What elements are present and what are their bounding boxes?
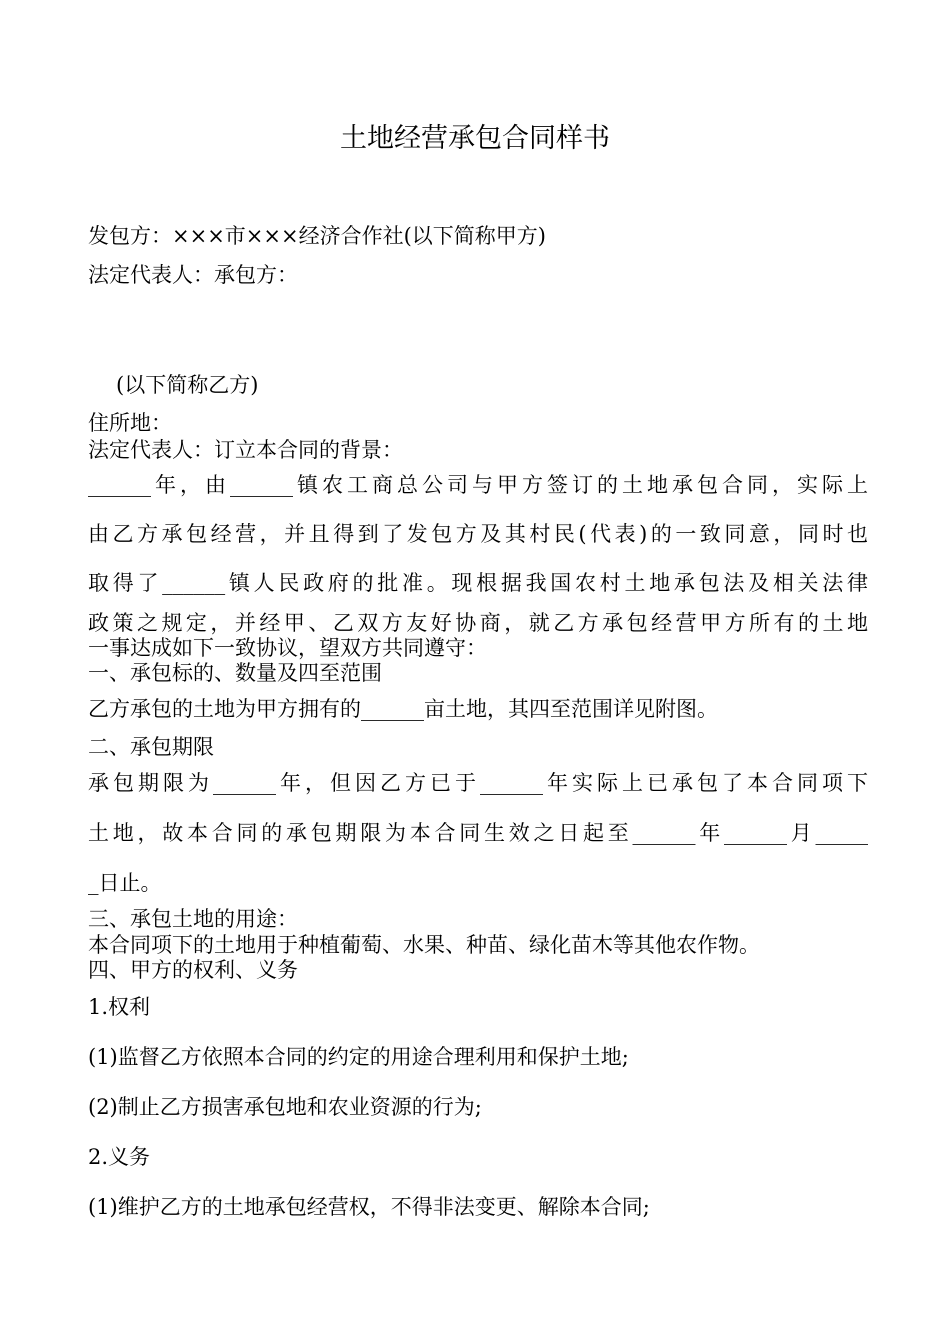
section-2-line-3: _日止。 [88, 871, 162, 895]
section-heading-4: 四、甲方的权利、义务 [88, 958, 298, 982]
section-heading-3: 三、承包土地的用途： [88, 907, 298, 931]
section-1-text: 乙方承包的土地为甲方拥有的______亩土地，其四至范围详见附图。 [88, 697, 718, 721]
paragraph-line-5: 一事达成如下一致协议，望双方共同遵守： [88, 636, 487, 660]
paragraph-line-1: ______年，由______镇农工商总公司与甲方签订的土地承包合同，实际上 [88, 473, 868, 497]
subheading-duties: 2.义务 [88, 1145, 151, 1169]
line-fabaofang: 发包方：×××市×××经济合作社(以下简称甲方) [88, 224, 546, 248]
line-yifang-jiancheng: (以下简称乙方) [116, 373, 259, 397]
rights-item-1: (1)监督乙方依照本合同的约定的用途合理利用和保护土地; [88, 1045, 629, 1069]
paragraph-line-4: 政策之规定，并经甲、乙双方友好协商，就乙方承包经营甲方所有的土地 [88, 611, 868, 635]
line-zhusuodi: 住所地： [88, 411, 172, 435]
duties-item-1: (1)维护乙方的土地承包经营权，不得非法变更、解除本合同; [88, 1195, 650, 1219]
section-heading-1: 一、承包标的、数量及四至范围 [88, 661, 382, 685]
line-fading-daibiaoren: 法定代表人：承包方： [88, 263, 298, 287]
paragraph-line-3: 取得了______镇人民政府的批准。现根据我国农村土地承包法及相关法律 [88, 571, 868, 595]
section-2-line-2: 土地，故本合同的承包期限为本合同生效之日起至______年______月_____ [88, 821, 868, 845]
line-beijing: 法定代表人：订立本合同的背景： [88, 438, 403, 462]
document-title: 土地经营承包合同样书 [340, 123, 610, 154]
section-2-line-1: 承包期限为______年，但因乙方已于______年实际上已承包了本合同项下 [88, 771, 868, 795]
subheading-rights: 1.权利 [88, 995, 151, 1019]
section-heading-2: 二、承包期限 [88, 735, 214, 759]
section-3-text: 本合同项下的土地用于种植葡萄、水果、种苗、绿化苗木等其他农作物。 [88, 933, 760, 957]
paragraph-line-2: 由乙方承包经营，并且得到了发包方及其村民(代表)的一致同意，同时也 [88, 522, 868, 546]
rights-item-2: (2)制止乙方损害承包地和农业资源的行为; [88, 1095, 482, 1119]
